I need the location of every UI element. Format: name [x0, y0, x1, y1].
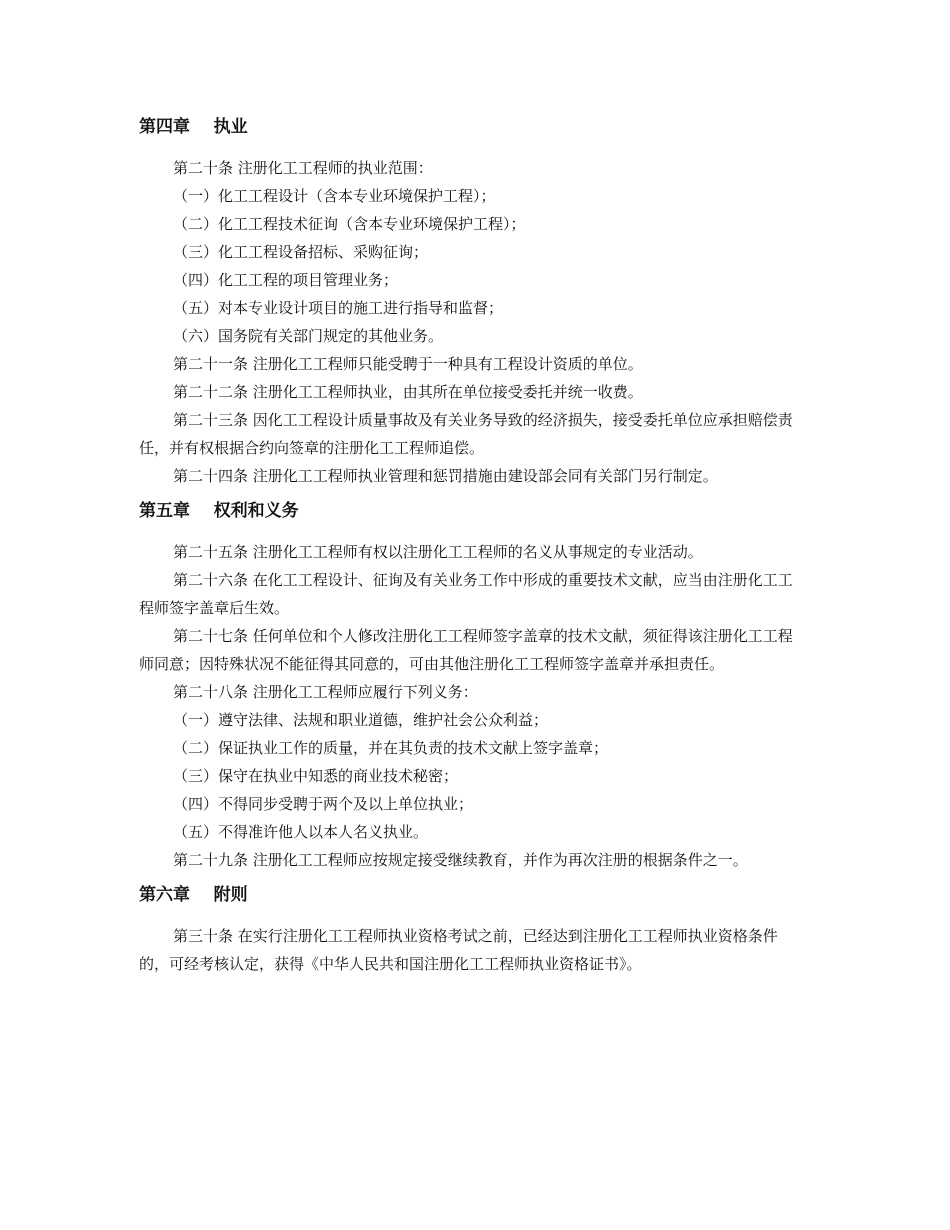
chapter-6-title: 第六章 附则: [139, 885, 248, 905]
list-item: （四）化工工程的项目管理业务；: [173, 271, 399, 289]
list-item: （一）遵守法律、法规和职业道德，维护社会公众利益；: [173, 711, 549, 729]
list-item: （六）国务院有关部门规定的其他业务。: [173, 327, 444, 345]
document-page: [139, 112, 803, 978]
list-item: （三）保守在执业中知悉的商业技术秘密；: [173, 767, 459, 785]
chapter-4-body: [139, 154, 803, 490]
chapter-6-body: [139, 922, 803, 978]
list-item: （五）对本专业设计项目的施工进行指导和监督；: [173, 299, 504, 317]
article-21: 第二十一条 注册化工工程师只能受聘于一种具有工程设计资质的单位。: [173, 355, 643, 373]
article-28: 第二十八条 注册化工工程师应履行下列义务：: [173, 683, 478, 701]
list-item: （二）保证执业工作的质量，并在其负责的技术文献上签字盖章；: [173, 739, 609, 757]
chapter-5-title: 第五章 权利和义务: [139, 501, 299, 521]
list-item: （四）不得同步受聘于两个及以上单位执业；: [173, 795, 474, 813]
article-30: 第三十条 在实行注册化工工程师执业资格考试之前，已经达到注册化工工程师执业资格条件的，可经考核认定，获得《中华人民共和国注册化工工程师执业资格证书》。: [139, 927, 778, 973]
article-23: 第二十三条 因化工工程设计质量事故及有关业务导致的经济损失，接受委托单位应承担赔偿责任，并有权根据合约向签章的注册化工工程师追偿。: [139, 411, 793, 457]
article-29: 第二十九条 注册化工工程师应按规定接受继续教育，并作为再次注册的根据条件之一。: [173, 851, 748, 869]
article-27: 第二十七条 任何单位和个人修改注册化工工程师签字盖章的技术文献，须征得该注册化工工程师同意；因特殊状况不能征得其同意的，可由其他注册化工工程师签字盖章并承担责任。: [139, 627, 793, 673]
article-25: 第二十五条 注册化工工程师有权以注册化工工程师的名义从事规定的专业活动。: [173, 543, 703, 561]
list-item: （五）不得准许他人以本人名义执业。: [173, 823, 429, 841]
article-24: 第二十四条 注册化工工程师执业管理和惩罚措施由建设部会同有关部门另行制定。: [173, 467, 718, 485]
chapter-4-title: 第四章 执业: [139, 117, 248, 137]
article-20: 第二十条 注册化工工程师的执业范围：: [173, 159, 433, 177]
list-item: （一）化工工程设计（含本专业环境保护工程）；: [173, 187, 496, 205]
chapter-5-body: [139, 538, 803, 874]
article-26: 第二十六条 在化工工程设计、征询及有关业务工作中形成的重要技术文献，应当由注册化工工程师签字盖章后生效。: [139, 571, 793, 617]
list-item: （二）化工工程技术征询（含本专业环境保护工程）；: [173, 215, 526, 233]
article-22: 第二十二条 注册化工工程师执业，由其所在单位接受委托并统一收费。: [173, 383, 643, 401]
list-item: （三）化工工程设备招标、采购征询；: [173, 243, 429, 261]
